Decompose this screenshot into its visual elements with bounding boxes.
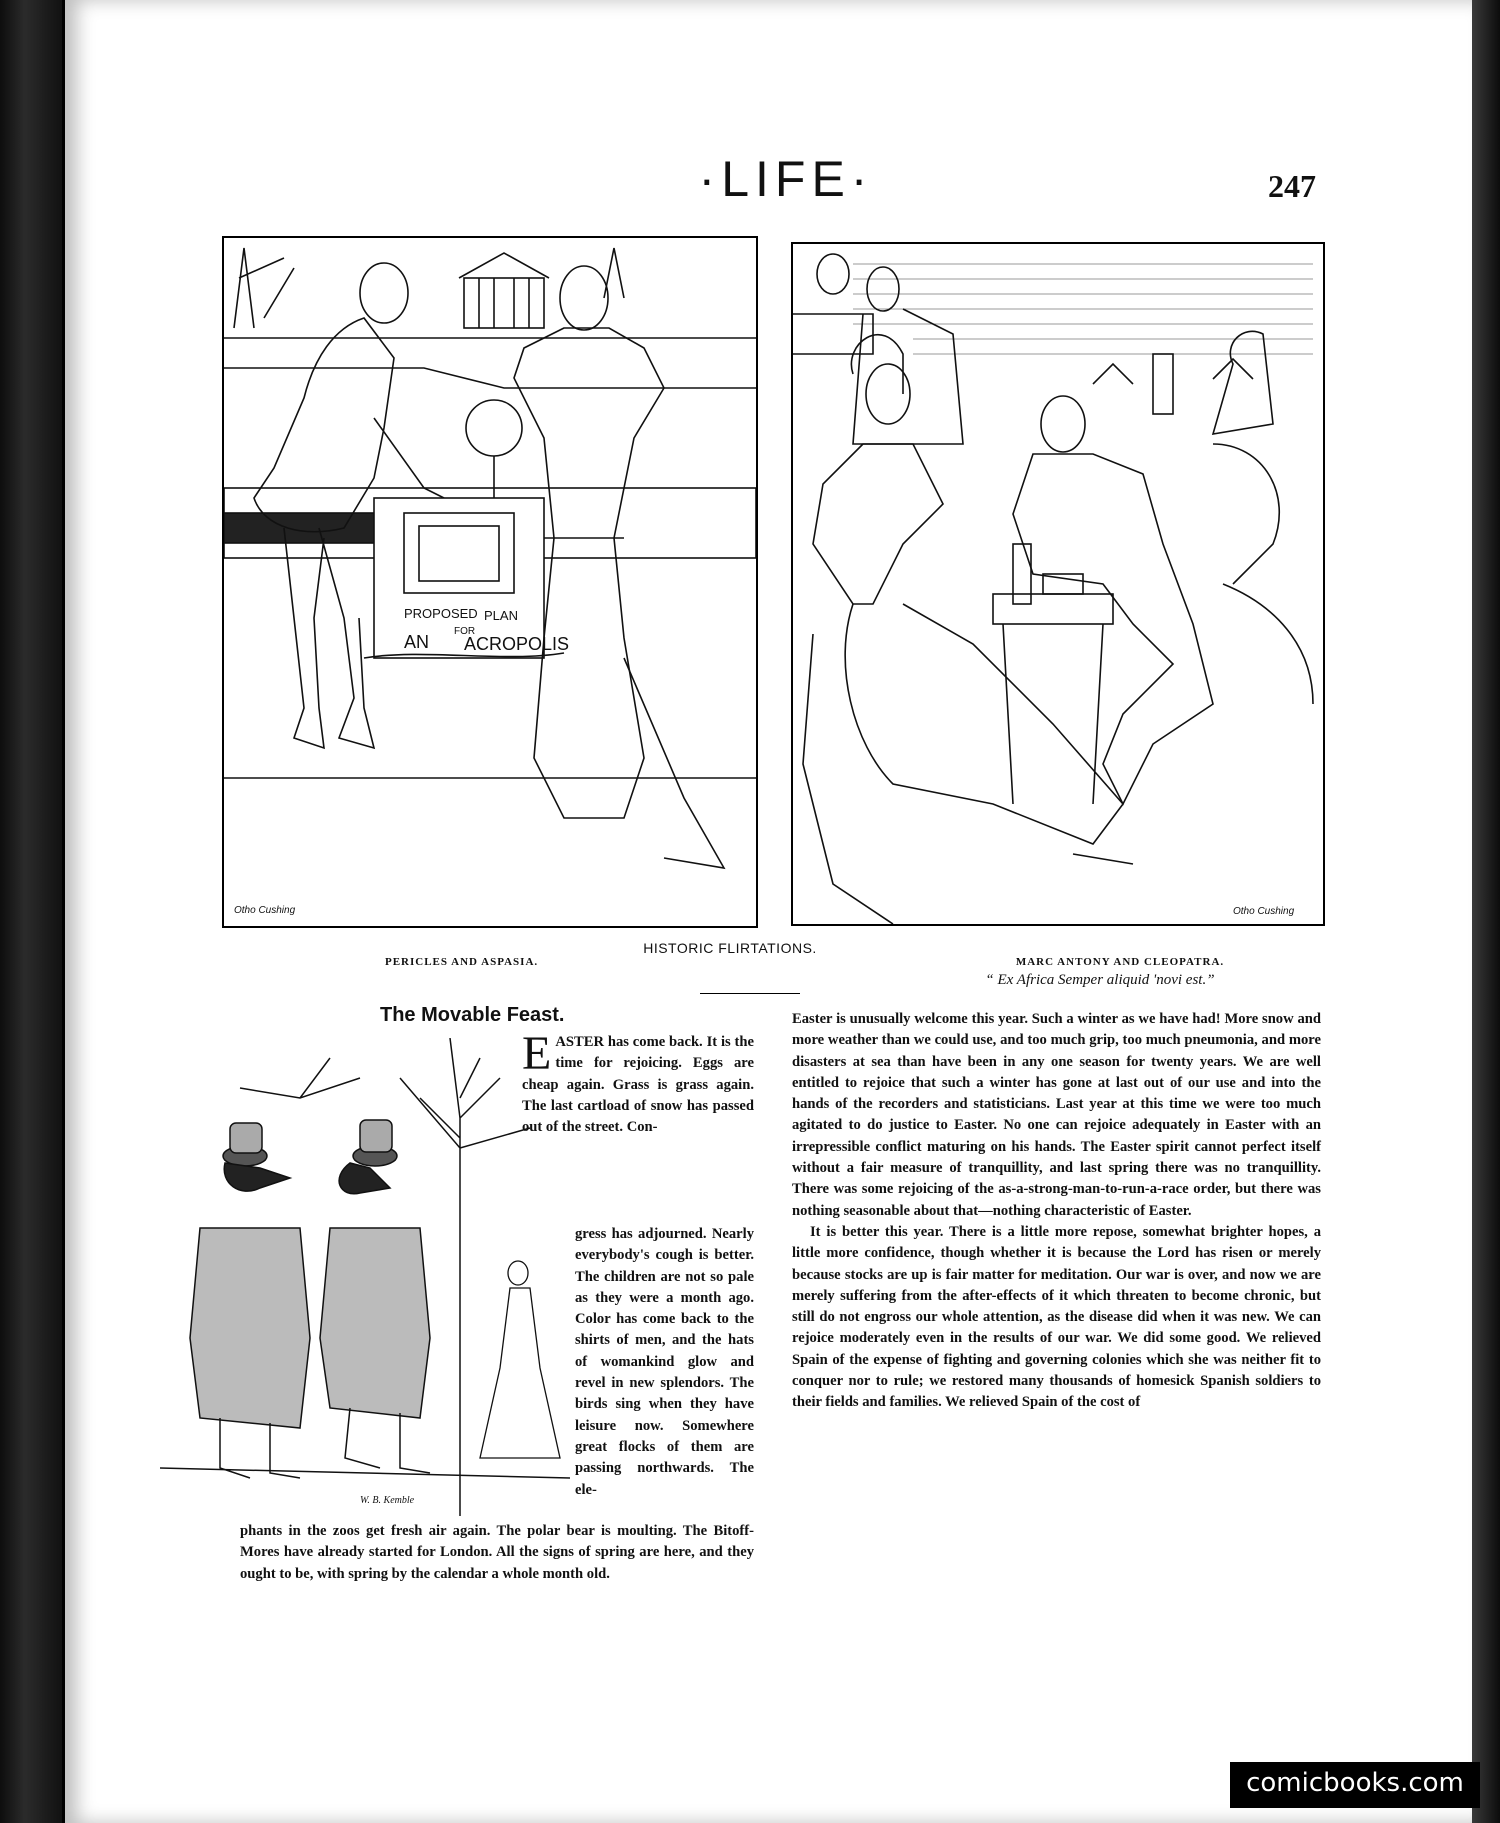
- article-text-mid: gress has adjourned. Nearly everybody's cough is better. The children are not so pale as they were a month ago. Color has come back to the shirts of men, and the hats of womankind glow and revel in new splendors. The birds sing when they have leisure now. Somewhere great flocks of them are passing northwards. The ele-: [575, 1226, 754, 1498]
- cartoon-title: HISTORIC FLIRTATIONS.: [643, 940, 817, 956]
- crows-illustration: [160, 1038, 570, 1516]
- article-paragraph-2: It is better this year. There is a little more repose, somewhat brighter hopes, a little more confidence, though whether it is because the Lord has risen or merely because stocks are up is fair matter for meditation. Our war is over, and now we are merely suffering from the after-effects of it which threaten to become chronic, but still do not engross our whole attention, as the disease did when it was new. We can rejoice moderately even in the results of our war. We did some good. We relieved Spain of the expense of fighting and governing colonies which she was neither fit to conquer nor to rule; we restored many thousands of homesick Spanish soldiers to their fields and families. We relieved Spain of the cost of: [792, 1223, 1321, 1411]
- article-text-bottom: phants in the zoos get fresh air again. The polar bear is moulting. The Bitoff-Mores have already started for London. All the signs of spring are here, and they ought to be, with spring by the calendar a whole month old.: [240, 1523, 754, 1582]
- book-spine: [0, 0, 62, 1823]
- masthead-title: ·LIFE·: [698, 151, 874, 207]
- watermark-label: comicbooks.com: [1230, 1762, 1480, 1808]
- caption-antony: MARC ANTONY AND CLEOPATRA.: [1015, 956, 1225, 968]
- illustration-signature: W. B. Kemble: [360, 1495, 415, 1506]
- pericles-aspasia-illustration: [224, 238, 756, 926]
- article-column-right: [792, 1009, 1321, 1414]
- plan-text-for: FOR: [454, 626, 476, 637]
- plan-text-an: AN: [404, 632, 430, 652]
- article-title: The Movable Feast.: [380, 1004, 565, 1026]
- caption-pericles: PERICLES AND ASPASIA.: [385, 956, 539, 968]
- cartoon-panel-antony: [791, 242, 1325, 926]
- page-number: 247: [1268, 168, 1316, 204]
- plan-text-acropolis: ACROPOLIS: [464, 634, 570, 654]
- right-panel-signature: Otho Cushing: [1233, 906, 1295, 917]
- plan-text-proposed: PROPOSED: [404, 606, 478, 621]
- page-edge: [1472, 0, 1500, 1823]
- antony-cleopatra-illustration: [793, 244, 1323, 924]
- plan-text-plan: PLAN: [484, 608, 518, 623]
- article-text-top-body: ASTER has come back. It is the time for rejoicing. Eggs are cheap again. Grass is grass again. The last cartload of snow has passed out of the street. Con-: [522, 1034, 754, 1136]
- section-divider: [700, 993, 800, 994]
- caption-quote: “ Ex Africa Semper aliquid 'novi est.”: [985, 972, 1215, 988]
- left-panel-signature: Otho Cushing: [234, 905, 296, 916]
- drop-cap: E: [522, 1027, 552, 1080]
- article-paragraph-1: Easter is unusually welcome this year. Such a winter as we have had! More snow and more weather than we could use, and too much grip, too much pneumonia, and more disasters at sea than have been in any one season for twenty years. We are well entitled to rejoice that such a winter has gone at last out of our use and into the hands of the recorders and statisticians. Last year at this time we were too much agitated to do justice to Easter. No one can rejoice adequately in Easter with an irrepressible conflict maturing on his hands. The Easter spirit cannot perfect itself without a fair measure of tranquillity, and last spring there was no tranquillity. There was some rejoicing of the as-a-strong-man-to-run-a-race order, but there was nothing seasonable about that—nothing characteristic of Easter.: [792, 1011, 1321, 1219]
- cartoon-panel-pericles: [222, 236, 758, 928]
- article-text-top: [522, 1027, 754, 1138]
